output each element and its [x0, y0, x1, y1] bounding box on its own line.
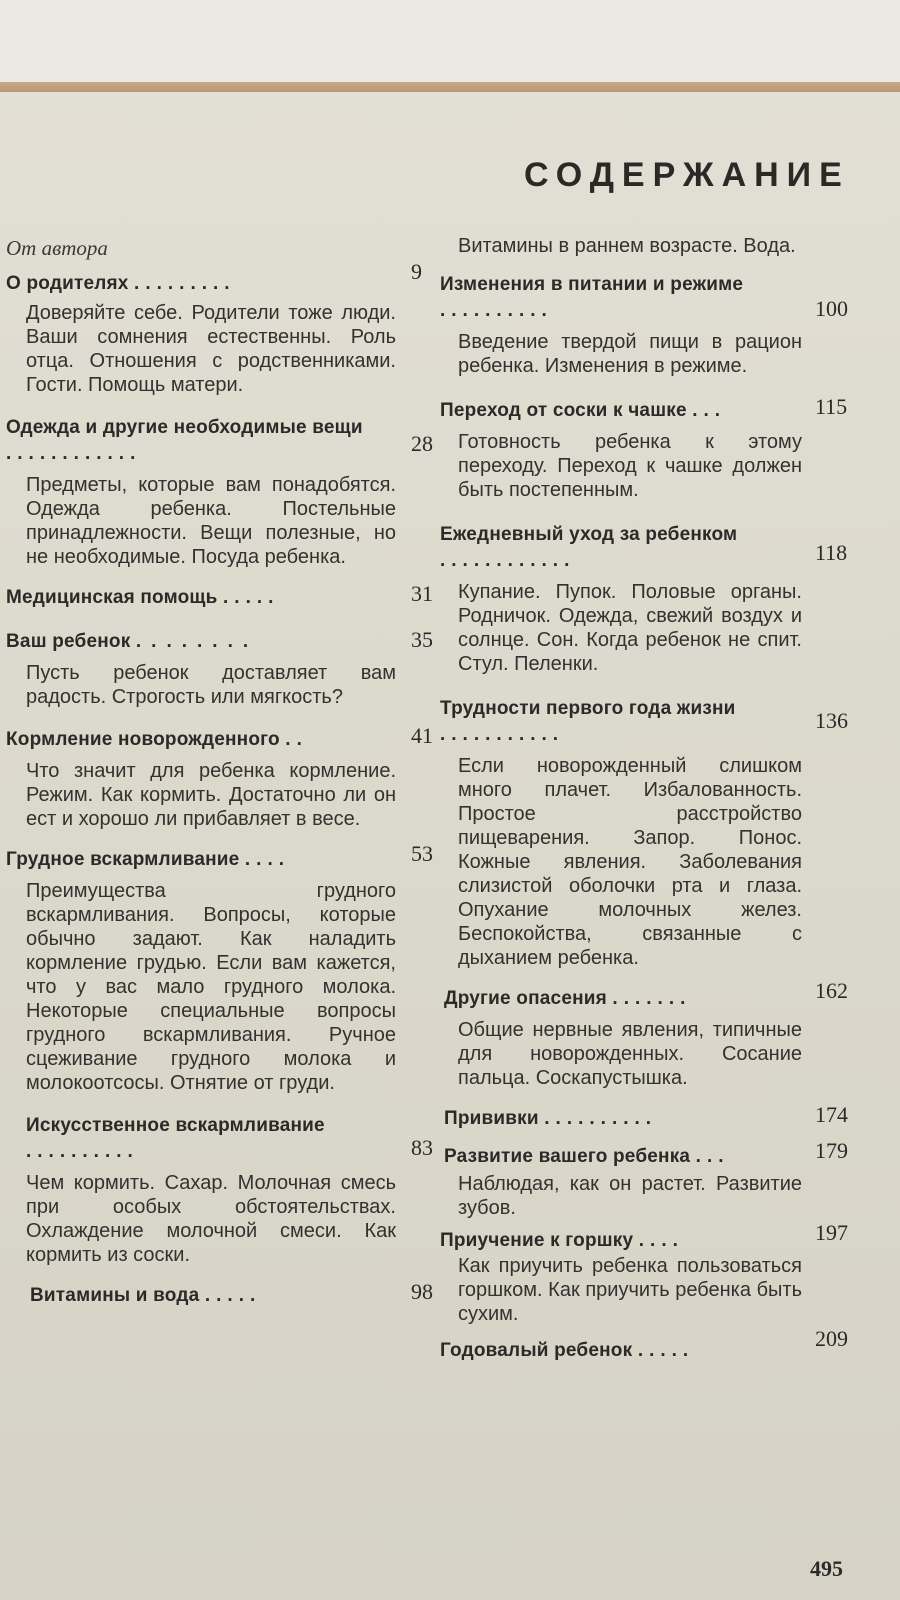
toc-entry-page: 115 [815, 394, 848, 419]
toc-entry [6, 259, 422, 397]
toc-entry [6, 723, 433, 831]
toc-entry [6, 841, 433, 1095]
toc-entry [440, 272, 848, 378]
toc-entry-heading: Кормление новорожденного .. [6, 729, 308, 750]
toc-entry [440, 1220, 848, 1326]
toc-entry-heading: Ваш ребенок ........ [6, 631, 259, 652]
toc-entry [6, 1113, 433, 1267]
toc-entry [440, 394, 848, 502]
toc-entry-page: 162 [815, 978, 848, 1003]
toc-entry-heading: Переход от соски к чашке ... [440, 400, 727, 421]
toc-entry [6, 1279, 433, 1309]
toc-entry-description: Готовность ребенка к этому переходу. Переход к чашке должен быть постепенным. [458, 431, 802, 501]
toc-entry [440, 522, 848, 676]
toc-entry [440, 1102, 848, 1132]
toc-entry-page: 41 [411, 723, 433, 748]
toc-entry-heading: О родителях ......... [6, 273, 236, 294]
toc-entry-description: Введение твердой пищи в рацион ребенка. Изменения в режиме. [458, 331, 802, 377]
page-title: СОДЕРЖАНИЕ [524, 156, 850, 194]
toc-entry-description: Предметы, которые вам понадобятся. Одежда ребенка. Постельные принадлежности. Вещи полезные, но не необходимые. Посуда ребенка. [26, 474, 396, 568]
toc-entry-description: Если новорожденный слишком много плачет. Избалованность. Простое расстройство пищеварения. Запор. Понос. Кожные явления. Заболевания слизистой оболочки рта и глаза. Опухание молочных желез. Беспокойства, связанные с дыханием ребенка. [458, 755, 802, 969]
toc-entry [6, 581, 433, 611]
toc-entry-heading: Другие опасения ....... [444, 988, 692, 1009]
toc-entry-heading: Искусственное вскармливание .......... [26, 1115, 325, 1162]
toc-entry-heading: Медицинская помощь ..... [6, 587, 280, 608]
toc-entry-page: 9 [411, 259, 422, 284]
toc-entry-page: 98 [411, 1279, 433, 1304]
toc-entry-page: 100 [815, 296, 848, 321]
toc-entry-description: Преимущества грудного вскармливания. Вопросы, которые обычно задают. Как наладить кормление грудью. Если вам кажется, что у вас мало грудного молока. Некоторые специальные вопросы грудного вскармливания. Ручное сцеживание грудного молока и молокоотсосы. Отнятие от груди. [26, 880, 396, 1094]
toc-entry-heading: Витамины и вода ..... [30, 1285, 262, 1306]
toc-right-column [440, 234, 848, 1378]
toc-entry-heading: Приучение к горшку .... [440, 1230, 684, 1251]
toc-entry-heading: Изменения в питании и режиме .......... [440, 274, 744, 321]
page-top-background [0, 0, 900, 84]
toc-entry [440, 978, 848, 1090]
toc-entry-heading: Грудное вскармливание .... [6, 849, 291, 870]
toc-entry-description: Что значит для ребенка кормление. Режим. Как кормить. Достаточно ли он ест и хорошо ли прибавляет в весе. [26, 760, 396, 830]
toc-entry-heading: Годовалый ребенок ..... [440, 1340, 695, 1361]
toc-entry [6, 415, 433, 569]
toc-entry-heading: Ежедневный уход за ребенком ............ [440, 524, 738, 571]
toc-entry-heading: Прививки .......... [444, 1108, 658, 1129]
toc-entry-description: Как приучить ребенка пользоваться горшком. Как приучить ребенка быть сухим. [458, 1255, 802, 1325]
toc-entry [440, 1138, 848, 1220]
toc-entry-description: Купание. Пупок. Половые органы. Родничок. Одежда, свежий воздух и солнце. Сон. Когда ребенок не спит. Стул. Пеленки. [458, 581, 802, 675]
toc-entry-page: 35 [411, 627, 433, 652]
toc-entry-description: Наблюдая, как он растет. Развитие зубов. [458, 1173, 802, 1219]
toc-entry [440, 696, 848, 970]
toc-left-column [6, 236, 433, 1323]
toc-entry-page: 179 [815, 1138, 848, 1163]
toc-entry [440, 1326, 848, 1364]
toc-entry-heading: Развитие вашего ребенка ... [444, 1146, 730, 1167]
toc-entry-page: 28 [411, 431, 433, 456]
toc-entry-page: 31 [411, 581, 433, 606]
toc-entry-page: 83 [411, 1135, 433, 1160]
toc-preface: От автора [6, 236, 108, 260]
toc-entry-page: 174 [815, 1102, 848, 1127]
toc-entry-page: 197 [815, 1220, 848, 1245]
toc-carryover-text: Витамины в раннем возрасте. Вода. [458, 235, 796, 257]
toc-entry-heading: Одежда и другие необходимые вещи ............ [6, 417, 363, 464]
toc-entry-heading: Трудности первого года жизни ........... [440, 698, 736, 745]
toc-entry-page: 209 [815, 1326, 848, 1351]
toc-entry-description: Чем кормить. Сахар. Молочная смесь при особых обстоятельствах. Охлаждение молочной смеси. Как кормить из соски. [26, 1172, 396, 1266]
page-number: 495 [810, 1556, 843, 1581]
toc-entry-page: 53 [411, 841, 433, 866]
toc-entry-description: Пусть ребенок доставляет вам радость. Строгость или мягкость? [26, 662, 396, 708]
toc-entry-page: 136 [815, 708, 848, 733]
toc-entry-page: 118 [815, 540, 848, 565]
toc-entry-description: Общие нервные явления, типичные для новорожденных. Сосание пальца. Соскапустышка. [458, 1019, 802, 1089]
toc-entry-description: Доверяйте себе. Родители тоже люди. Ваши сомнения естественны. Роль отца. Отношения с родственниками. Гости. Помощь матери. [26, 302, 396, 396]
toc-entry [6, 627, 433, 709]
